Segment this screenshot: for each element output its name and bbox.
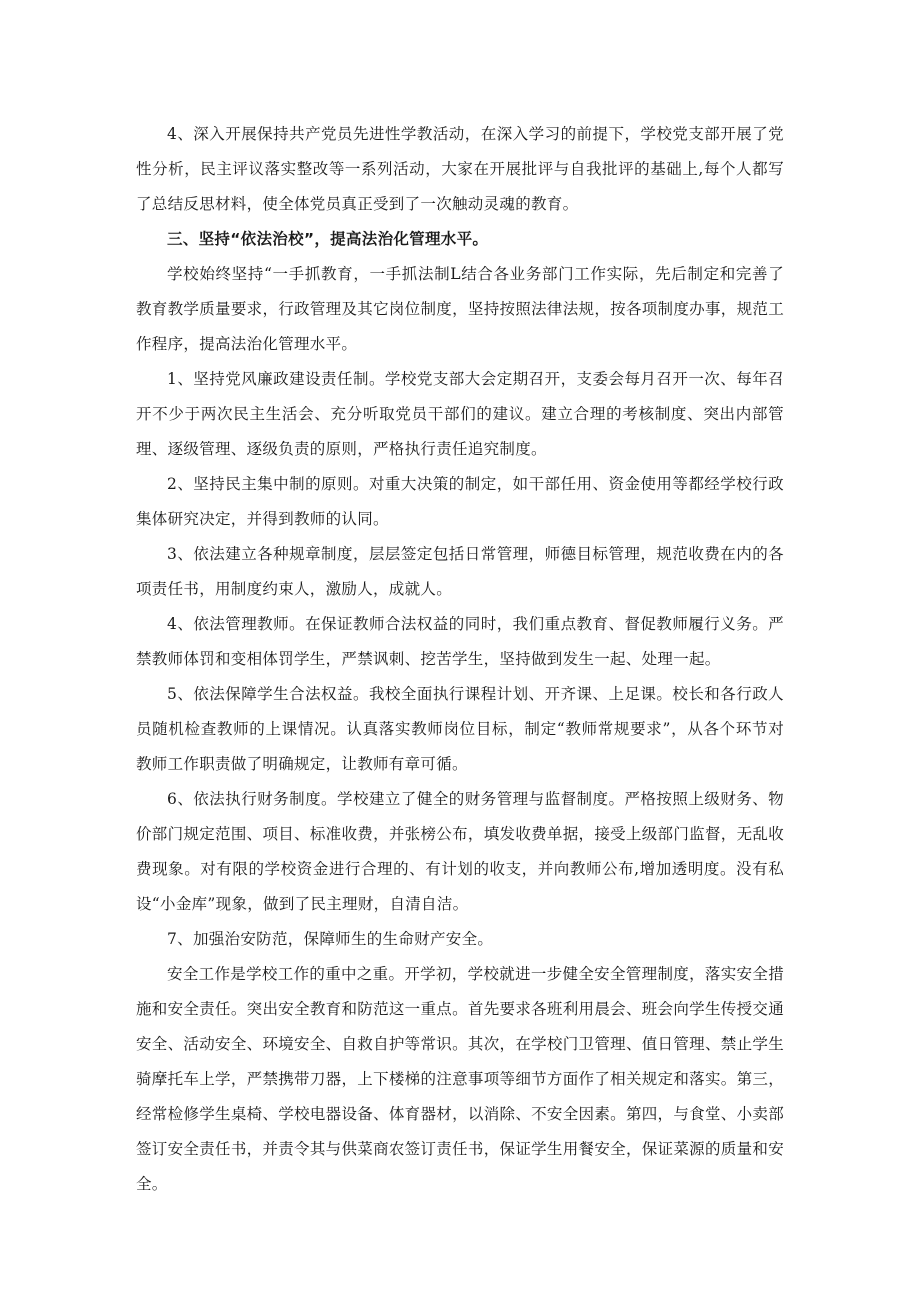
paragraph-item-2: 2、坚持民主集中制的原则。对重大决策的制定，如干部任用、资金使用等都经学校行政集体研究决定，并得到教师的认同。 [136, 475, 784, 528]
paragraph-item-4: 4、依法管理教师。在保证教师合法权益的同时，我们重点教育、督促教师履行义务。严禁教师体罚和变相体罚学生，严禁讽刺、挖苦学生，坚持做到发生一起、处理一起。 [136, 615, 784, 668]
paragraph-intro-rule-of-law: 学校始终坚持“一手抓教育，一手抓法制L结合各业务部门工作实际，先后制定和完善了教育教学质量要求，行政管理及其它岗位制度，坚持按照法律法规，按各项制度办事，规范工作程序，提高法治化管理水平。 [136, 265, 784, 353]
paragraph-item-7: 7、加强治安防范，保障师生的生命财产安全。 [167, 930, 494, 948]
document-page [136, 117, 784, 1202]
paragraph-item-6: 6、依法执行财务制度。学校建立了健全的财务管理与监督制度。严格按照上级财务、物价部门规定范围、项目、标准收费，并张榜公布，填发收费单据，接受上级部门监督，无乱收费现象。对有限的学校资金进行合理的、有计划的收支，并向教师公布,增加透明度。没有私设“小金库”现象，做到了民主理财，自清自洁。 [136, 790, 784, 913]
paragraph-item-3: 3、依法建立各种规章制度，层层签定包括日常管理，师德目标管理，规范收费在内的各项责任书，用制度约束人，激励人，成就人。 [136, 545, 784, 598]
paragraph-item-1: 1、坚持党风廉政建设责任制。学校党支部大会定期召开，支委会每月召开一次、每年召开不少于两次民主生活会、充分听取党员干部们的建议。建立合理的考核制度、突出内部管理、逐级管理、逐级负责的原则，严格执行责任追究制度。 [136, 370, 784, 458]
paragraph-safety-work: 安全工作是学校工作的重中之重。开学初，学校就进一步健全安全管理制度，落实安全措施和安全责任。突出安全教育和防范这一重点。首先要求各班利用晨会、班会向学生传授交通安全、活动安全、环境安全、自救自护等常识。其次，在学校门卫管理、值日管理、禁止学生骑摩托车上学，严禁携带刀器，上下楼梯的注意事项等细节方面作了相关规定和落实。第三，经常检修学生桌椅、学校电器设备、体育器材，以消除、不安全因素。第四，与食堂、小卖部签订安全责任书，并责令其与供菜商农签订责任书，保证学生用餐安全，保证菜源的质量和安全。 [136, 965, 784, 1193]
section-heading-rule-of-law: 三、坚持“依法治校”，提高法治化管理水平。 [167, 230, 489, 248]
paragraph-item-5: 5、依法保障学生合法权益。我校全面执行课程计划、开齐课、上足课。校长和各行政人员随机检查教师的上课情况。认真落实教师岗位目标，制定“教师常规要求”，从各个环节对教师工作职责做了明确规定，让教师有章可循。 [136, 685, 784, 773]
paragraph-party-activities: 4、深入开展保持共产党员先进性学教活动，在深入学习的前提下，学校党支部开展了党性分析，民主评议落实整改等一系列活动，大家在开展批评与自我批评的基础上,每个人都写了总结反思材料，使全体党员真正受到了一次触动灵魂的教育。 [136, 125, 784, 213]
